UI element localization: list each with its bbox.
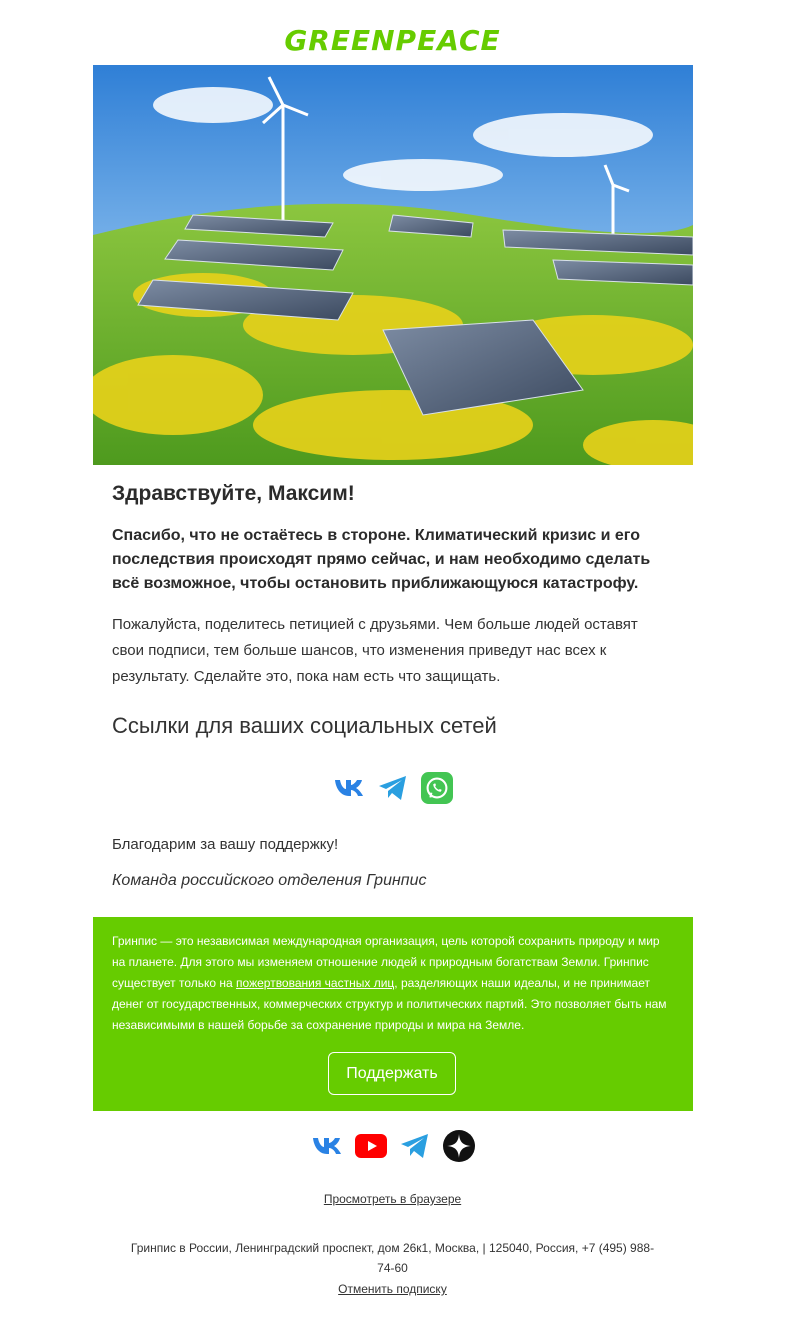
whatsapp-share-icon[interactable] <box>421 770 453 806</box>
vk-icon[interactable] <box>311 1128 343 1164</box>
about-text-end: , разделяющих наши идеалы, и не принимает денег от государственных, коммерческих структур и политических партий. Это позволяет быть нам независимыми в нашей борьбе за сохранение природы и мира на Земле. <box>112 976 667 1032</box>
support-button[interactable]: Поддержать <box>328 1052 456 1095</box>
unsubscribe-link[interactable]: Отменить подписку <box>338 1282 447 1296</box>
thanks-text: Благодарим за вашу поддержку! <box>112 836 339 853</box>
hero-image <box>93 65 693 465</box>
lead-paragraph: Спасибо, что не остаётесь в стороне. Климатический кризис и его последствия происходят прямо сейчас, и нам необходимо сделать всё возможное, чтобы остановить приближающуюся катастрофу. <box>112 527 651 592</box>
postal-address: Гринпис в России, Ленинградский проспект, дом 26к1, Москва, | 125040, Россия, +7 (495) 988-74-60 <box>130 1241 655 1275</box>
donations-link[interactable]: пожертвования частных лиц <box>236 976 395 990</box>
view-in-browser-link[interactable]: Просмотреть в браузере <box>323 1192 462 1206</box>
social-links-heading: Ссылки для ваших социальных сетей <box>112 713 497 738</box>
team-signature: Команда российского отделения Гринпис <box>112 872 427 889</box>
youtube-icon[interactable] <box>355 1128 387 1164</box>
about-text <box>112 931 674 1036</box>
logo-text: GREENPEACE <box>284 24 501 57</box>
dzen-icon[interactable] <box>443 1128 475 1164</box>
body-paragraph: Пожалуйста, поделитесь петицией с друзьями. Чем больше людей оставят свои подписи, тем больше шансов, что изменения приведут нас всех к результату. Сделайте это, пока нам есть что защищать. <box>112 616 638 685</box>
footer-social-icons <box>0 1128 785 1164</box>
greenpeace-logo[interactable] <box>0 24 785 57</box>
view-in-browser <box>0 1192 785 1206</box>
greeting-heading: Здравствуйте, Максим! <box>112 482 355 505</box>
about-text-start: Гринпис — это независимая международная организация, цель которой сохранить природу и мир на планете. Для этого мы изменяем отношение людей к природным богатствам Земли. Гринпис существует только на <box>112 934 660 990</box>
about-section <box>93 917 693 1111</box>
solar-panels-wind-turbines-photo <box>93 65 693 465</box>
vk-share-icon[interactable] <box>333 770 365 806</box>
unsubscribe <box>0 1282 785 1296</box>
telegram-share-icon[interactable] <box>377 770 409 806</box>
share-icons <box>0 770 785 806</box>
telegram-icon[interactable] <box>399 1128 431 1164</box>
